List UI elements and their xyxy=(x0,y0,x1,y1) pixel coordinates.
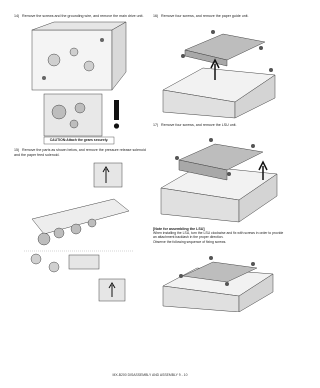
figure-lsu-screw-sequence xyxy=(153,246,285,312)
lsu-note-text: When installing the LSU, turn the LSU clockwise and fix with screws in order to provide an attachment backlash in the proper direction. xyxy=(153,231,284,240)
solenoids-illustration xyxy=(14,159,146,319)
step-14 xyxy=(14,14,146,18)
figure-main-drive-unit xyxy=(14,20,146,145)
left-column xyxy=(14,14,146,322)
main-drive-unit-illustration xyxy=(14,20,146,145)
figure-lsu-unit xyxy=(153,130,285,224)
lsu-note-title: [Note for assembling the LSU] xyxy=(153,226,205,231)
step-17-text: Remove four screws, and remove the LSU unit. xyxy=(161,123,237,128)
step-16-number: 16) xyxy=(153,14,159,18)
lsu-unit-illustration xyxy=(153,130,285,224)
step-14-text: Remove the screws and the grounding wire, and remove the main drive unit. xyxy=(22,14,144,18)
paper-guide-unit-illustration xyxy=(153,20,285,120)
step-16-text: Remove four screws, and remove the paper guide unit. xyxy=(161,14,249,18)
step-17-number: 17) xyxy=(153,123,159,128)
step-17 xyxy=(153,123,285,127)
step-15-text: Remove the parts as shown below, and remove the pressure release solenoid and the paper feed solenoid. xyxy=(14,148,146,157)
step-15 xyxy=(14,148,146,157)
step-16 xyxy=(153,14,285,18)
lsu-screw-sequence-illustration xyxy=(153,246,285,312)
step-14-number: 14) xyxy=(14,14,20,18)
lsu-note-text-2: Observe the following sequence of fixing screws. xyxy=(153,239,227,244)
step-15-number: 15) xyxy=(14,148,20,153)
right-column xyxy=(153,14,285,315)
figure-paper-guide-unit xyxy=(153,20,285,120)
figure-solenoids xyxy=(14,159,146,319)
caution-text: CAUTION:Attach the gears securely. xyxy=(49,138,109,143)
page-footer: MX-B200 DISASSEMBLY AND ASSEMBLY 9 - 10 xyxy=(112,373,188,377)
